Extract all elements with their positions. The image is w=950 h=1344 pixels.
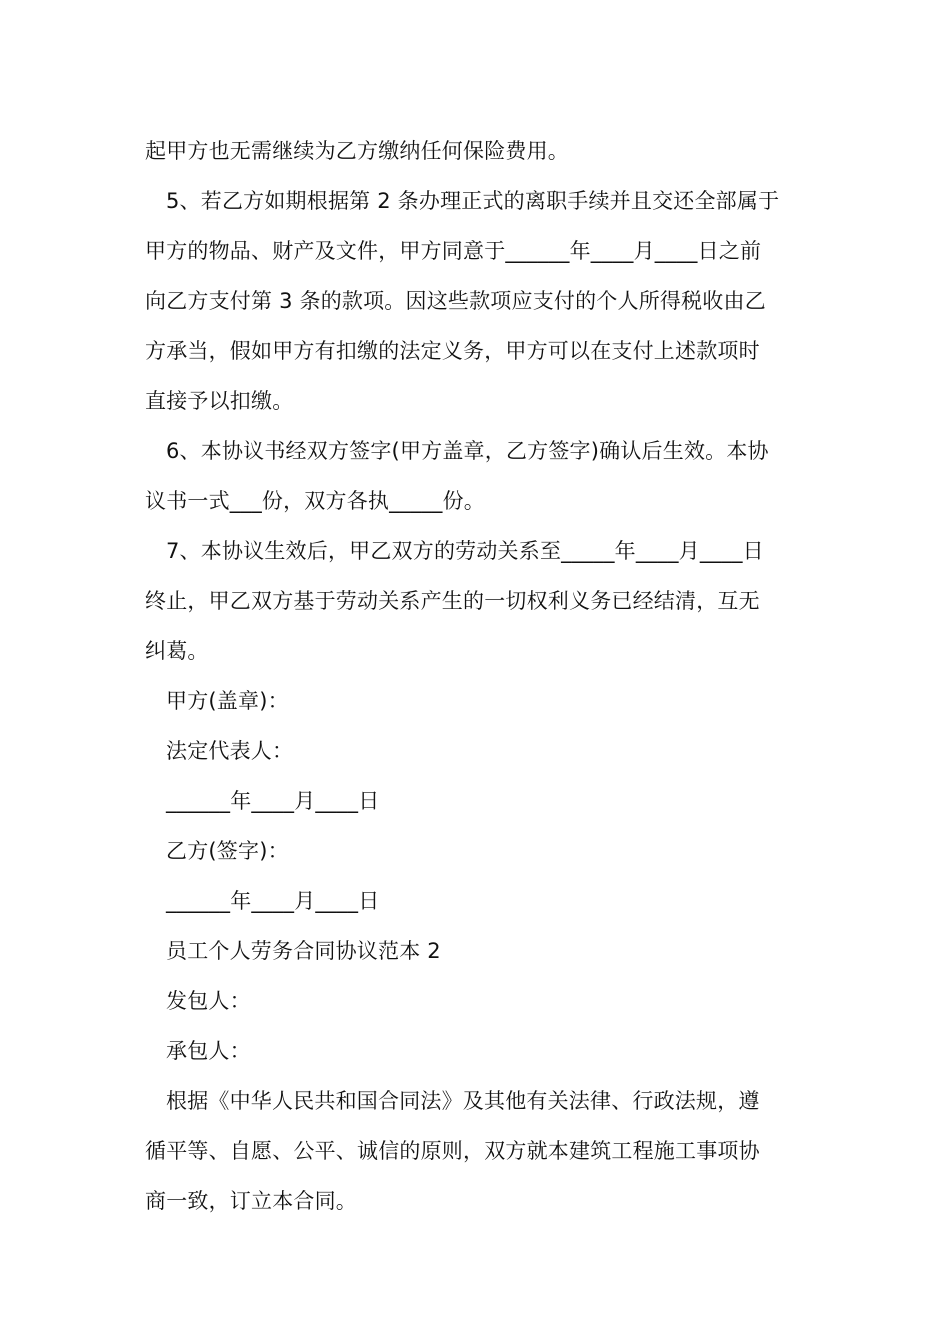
document-line: ______年____月____日 [166, 789, 380, 813]
document-line: 发包人： [166, 989, 251, 1013]
document-line: 根据《中华人民共和国合同法》及其他有关法律、行政法规，遵 [166, 1089, 760, 1113]
document-line: 甲方的物品、财产及文件，甲方同意于______年____月____日之前 [145, 239, 762, 263]
document-line: 员工个人劳务合同协议范本 2 [166, 939, 441, 963]
document-line: 乙方(签字)： [166, 839, 289, 863]
document-line: 起甲方也无需继续为乙方缴纳任何保险费用。 [145, 139, 569, 163]
document-line: 方承当，假如甲方有扣缴的法定义务，甲方可以在支付上述款项时 [145, 339, 760, 363]
document-line: 承包人： [166, 1039, 251, 1063]
document-line: ______年____月____日 [166, 889, 380, 913]
document-line: 向乙方支付第 3 条的款项。因这些款项应支付的个人所得税收由乙 [145, 289, 766, 313]
document-line: 5、若乙方如期根据第 2 条办理正式的离职手续并且交还全部属于 [166, 189, 780, 213]
document-line: 商一致，订立本合同。 [145, 1189, 357, 1213]
document-line: 甲方(盖章)： [166, 689, 289, 713]
document-line: 纠葛。 [145, 639, 209, 663]
document-body [145, 126, 807, 1226]
document-line: 法定代表人： [166, 739, 294, 763]
document-line: 7、本协议生效后，甲乙双方的劳动关系至_____年____月____日 [166, 539, 764, 563]
document-line: 循平等、自愿、公平、诚信的原则，双方就本建筑工程施工事项协 [145, 1139, 760, 1163]
document-line: 6、本协议书经双方签字(甲方盖章，乙方签字)确认后生效。本协 [166, 439, 769, 463]
document-line: 终止，甲乙双方基于劳动关系产生的一切权利义务已经结清，互无 [145, 589, 760, 613]
document-line: 直接予以扣缴。 [145, 389, 294, 413]
document-line: 议书一式___份，双方各执_____份。 [145, 489, 485, 513]
